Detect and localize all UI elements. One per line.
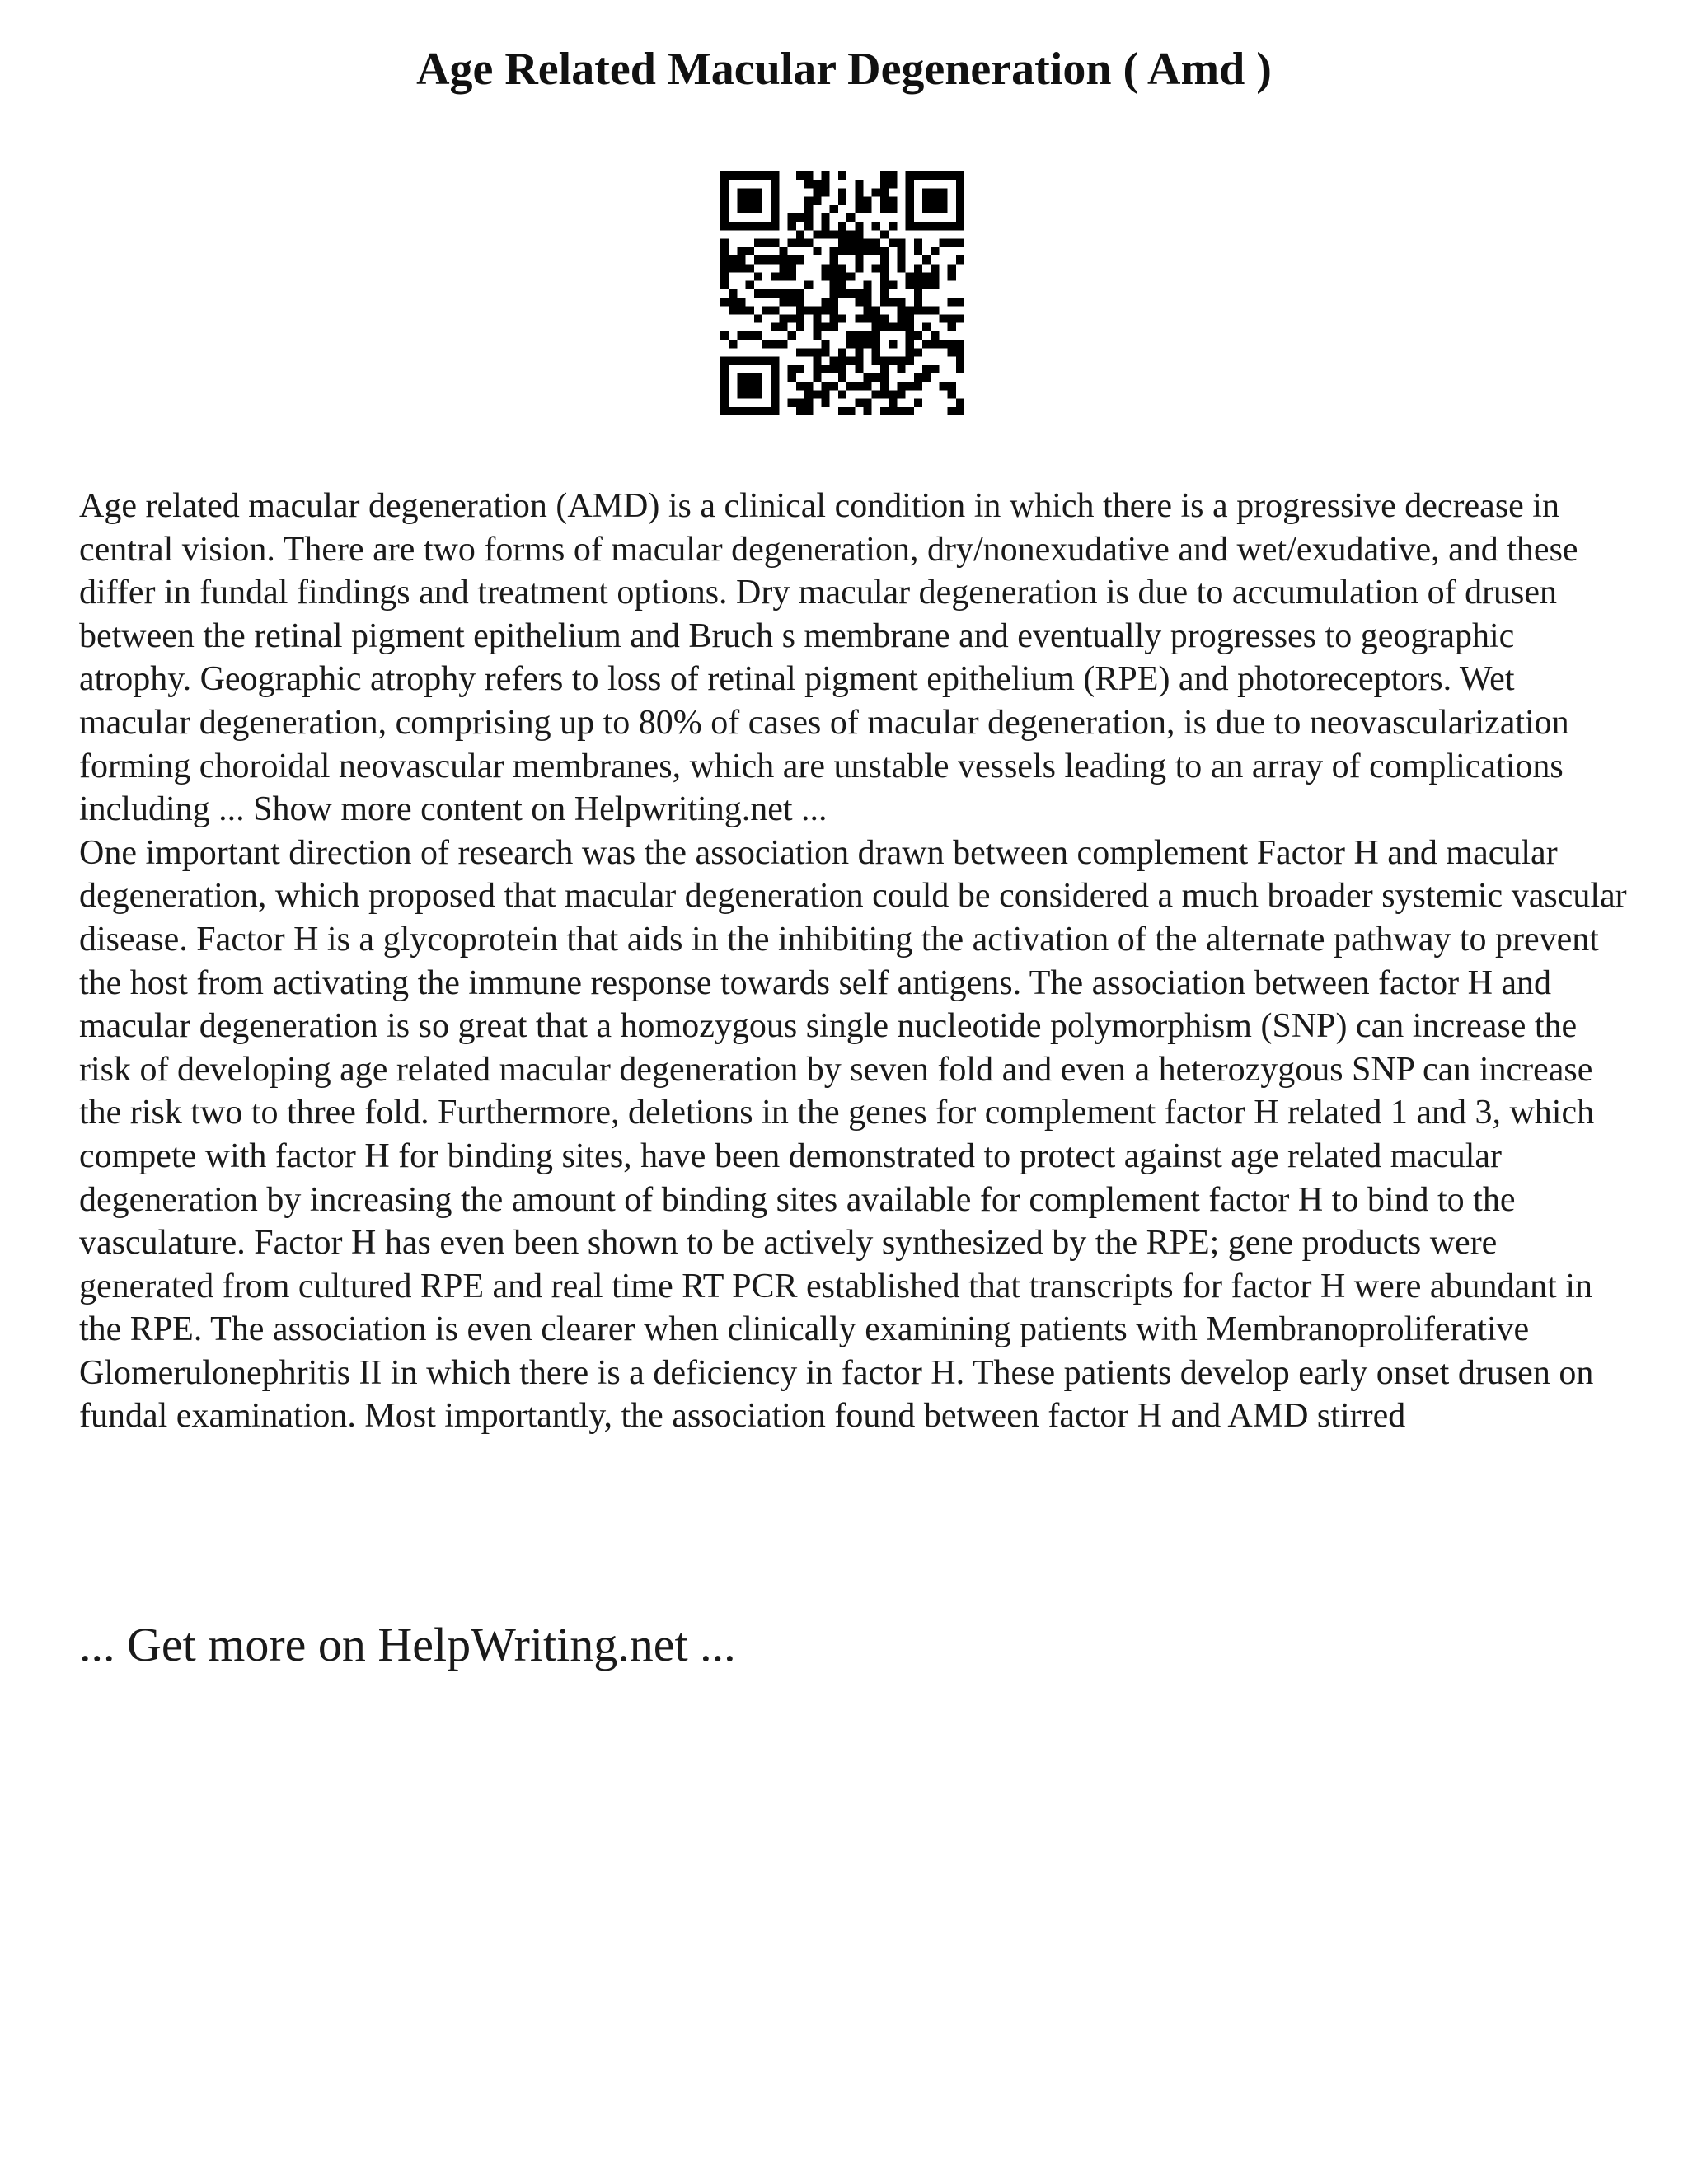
paragraph-intro: Age related macular degeneration (AMD) is a clinical condition in which there is a progressive decrease in central vision. There are two forms of macular degeneration, dry/nonexudative and wet/exudative, and these differ in fundal findings and treatment options. Dry macular degeneration is due to accumulation of drusen between the retinal pigment epithelium and Bruch s membrane and eventually progresses to geographic atrophy. Geographic atrophy refers to loss of retinal pigment epithelium (RPE) and photoreceptors. Wet macular degeneration, comprising up to 80% of cases of macular degeneration, is due to neovascularization forming choroidal neovascular membranes, which are unstable vessels leading to an array of complications including ... Show more content on Helpwriting.net ...: [79, 487, 1578, 829]
paragraph-factor-h: One important direction of research was the association drawn between complement Factor H and macular degeneration, which proposed that macular degeneration could be considered a much broader systemic vascular disease. Factor H is a glycoprotein that aids in the inhibiting the activation of the alternate pathway to prevent the host from activating the immune response towards self antigens. The association between factor H and macular degeneration is so great that a homozygous single nucleotide polymorphism (SNP) can increase the risk of developing age related macular degeneration by seven fold and even a heterozygous SNP can increase the risk two to three fold. Furthermore, deletions in the genes for complement factor H related 1 and 3, which compete with factor H for binding sites, have been demonstrated to protect against age related macular degeneration by increasing the amount of binding sites available for complement factor H to bind to the vasculature. Factor H has even been shown to be actively synthesized by the RPE; gene products were generated from cultured RPE and real time RT PCR established that transcripts for factor H were abundant in the RPE. The association is even clearer when clinically examining patients with Membranoproliferative Glomerulonephritis II in which there is a deficiency in factor H. These patients develop early onset drusen on fundal examination. Most importantly, the association found between factor H and AMD stirred: [79, 833, 1627, 1436]
qr-code-icon: [720, 171, 964, 415]
page-title: Age Related Macular Degeneration ( Amd ): [416, 44, 1272, 95]
get-more-link[interactable]: ... Get more on HelpWriting.net ...: [79, 1618, 736, 1671]
article-body: [79, 485, 1629, 1438]
